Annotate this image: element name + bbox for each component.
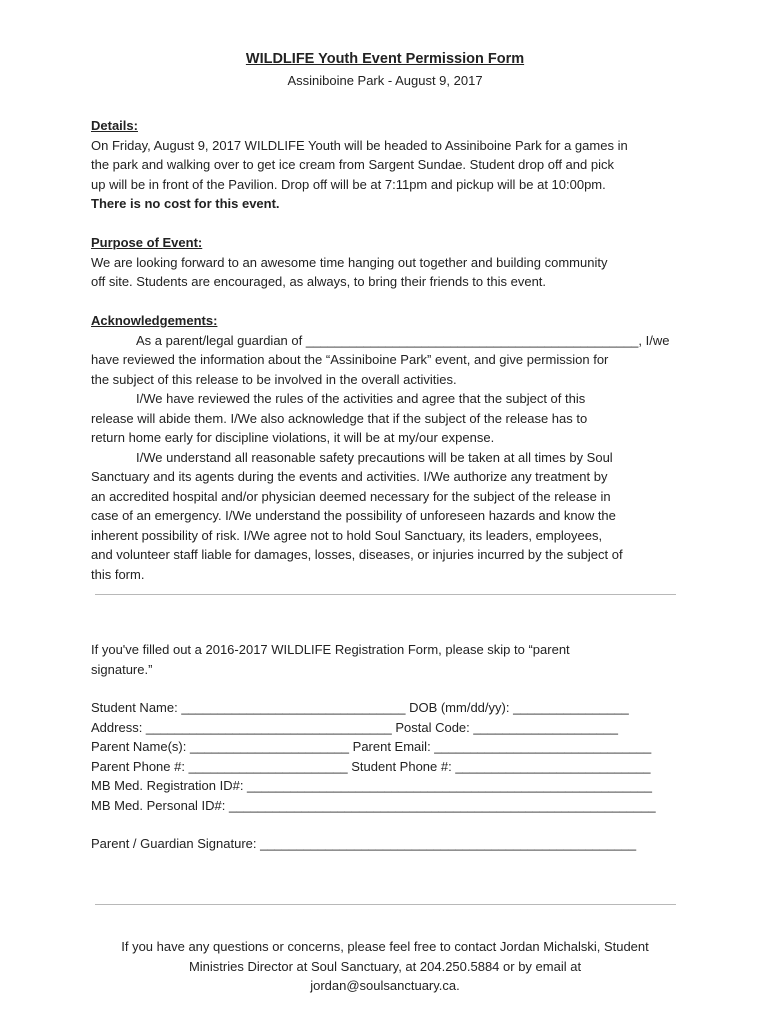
- parent-name-email-field[interactable]: Parent Name(s): ______________________ Parent Email: ______________________________: [91, 739, 652, 754]
- details-heading: Details:: [91, 118, 138, 133]
- ack-para2-line: I/We have reviewed the rules of the activities and agree that the subject of this: [136, 391, 586, 406]
- ack-para3-line: case of an emergency. I/We understand the possibility of unforeseen hazards and know the: [91, 508, 616, 523]
- footer-divider: [95, 904, 676, 905]
- ack-para2-line: return home early for discipline violations, it will be at my/our expense.: [91, 430, 495, 445]
- purpose-section: [91, 233, 691, 292]
- acknowledgements-section: [91, 311, 691, 584]
- acknowledgements-heading: Acknowledgements:: [91, 313, 218, 328]
- registration-note-line: If you've filled out a 2016-2017 WILDLIFE Registration Form, please skip to “parent: [91, 642, 570, 657]
- purpose-line: off site. Students are encouraged, as always, to bring their friends to this event.: [91, 274, 547, 289]
- details-line: the park and walking over to get ice cream from Sargent Sundae. Student drop off and pick: [91, 157, 614, 172]
- form-subtitle: Assiniboine Park - August 9, 2017: [287, 73, 483, 88]
- contact-fields: [91, 698, 691, 815]
- purpose-heading: Purpose of Event:: [91, 235, 203, 250]
- ack-para3-line: an accredited hospital and/or physician deemed necessary for the subject of the release in: [91, 488, 611, 504]
- footer-line: Ministries Director at Soul Sanctuary, at 204.250.5884 or by email at: [188, 958, 582, 974]
- registration-note-line: signature.”: [91, 661, 153, 677]
- footer-line: If you have any questions or concerns, please feel free to contact Jordan Michalski, Student: [121, 939, 649, 954]
- details-line: up will be in front of the Pavilion. Drop off will be at 7:11pm and pickup will be at 10:00pm.: [91, 176, 606, 192]
- ack-para3-line: and volunteer staff liable for damages, losses, diseases, or injuries incurred by the subject of: [91, 547, 623, 562]
- student-name-dob-field[interactable]: Student Name: _______________________________ DOB (mm/dd/yy): ________________: [91, 700, 629, 715]
- registration-note: [91, 640, 691, 679]
- mb-med-personal-field[interactable]: MB Med. Personal ID#: ___________________________________________________________: [91, 797, 656, 813]
- section-divider: [95, 594, 676, 595]
- footer-email-link[interactable]: jordan@soulsanctuary.ca.: [310, 978, 460, 993]
- signature-section: [91, 834, 691, 854]
- mb-med-registration-field[interactable]: MB Med. Registration ID#: ________________________________________________________: [91, 778, 652, 793]
- form-title: WILDLIFE Youth Event Permission Form: [245, 51, 525, 67]
- ack-para3-line: this form.: [91, 566, 145, 582]
- cost-note: There is no cost for this event.: [91, 196, 280, 211]
- address-postal-field[interactable]: Address: __________________________________ Postal Code: ____________________: [91, 719, 618, 735]
- ack-para2-line: release will abide them. I/We also acknowledge that if the subject of the release has to: [91, 410, 588, 426]
- ack-para1-line: the subject of this release to be involved in the overall activities.: [91, 371, 457, 387]
- contact-footer: [85, 937, 685, 996]
- details-line: On Friday, August 9, 2017 WILDLIFE Youth will be headed to Assiniboine Park for a games in: [91, 137, 628, 153]
- details-section: [91, 116, 691, 214]
- purpose-line: We are looking forward to an awesome time hanging out together and building community: [91, 254, 608, 270]
- guardian-name-blank-line[interactable]: As a parent/legal guardian of ______________________________________________, I/we: [136, 332, 670, 348]
- phone-numbers-field[interactable]: Parent Phone #: ______________________ Student Phone #: ___________________________: [91, 758, 651, 774]
- ack-para3-line: I/We understand all reasonable safety precautions will be taken at all times by Soul: [136, 449, 613, 465]
- ack-para3-line: Sanctuary and its agents during the events and activities. I/We authorize any treatment by: [91, 469, 608, 484]
- ack-para1-line: have reviewed the information about the “Assiniboine Park” event, and give permission for: [91, 352, 609, 367]
- guardian-signature-field[interactable]: Parent / Guardian Signature: ____________________________________________________: [91, 836, 637, 851]
- ack-para3-line: inherent possibility of risk. I/We agree not to hold Soul Sanctuary, its leaders, employees,: [91, 527, 603, 543]
